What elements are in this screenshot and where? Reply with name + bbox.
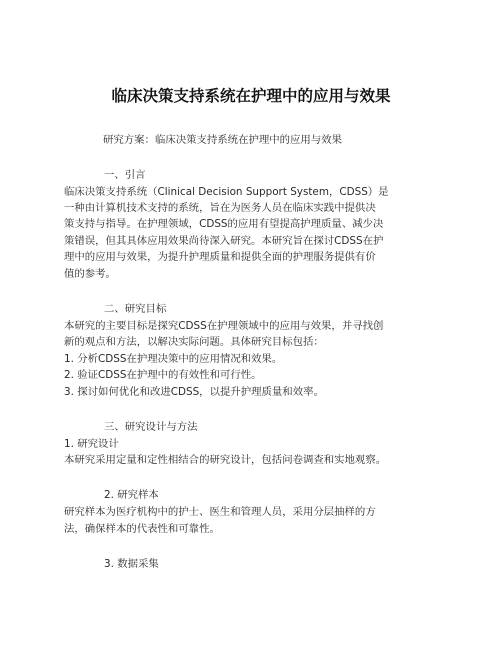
paragraph-line: 法，确保样本的代表性和可靠性。 bbox=[64, 523, 220, 535]
paragraph-line: 一种由计算机技术支持的系统，旨在为医务人员在临床实践中提供决 bbox=[64, 202, 376, 214]
paragraph-line: 临床决策支持系统（Clinical Decision Support System，CDSS）是 bbox=[64, 186, 389, 198]
list-item: 3. 探讨如何优化和改进CDSS，以提升护理质量和效率。 bbox=[64, 386, 324, 398]
section-heading-design: 三、研究设计与方法 bbox=[104, 421, 198, 433]
section-heading-intro: 一、引言 bbox=[104, 169, 146, 181]
document-subtitle: 研究方案：临床决策支持系统在护理中的应用与效果 bbox=[103, 134, 342, 146]
paragraph-line: 本研究采用定量和定性相结合的研究设计，包括问卷调查和实地观察。 bbox=[64, 454, 387, 466]
paragraph-line: 新的观点和方法，以解决实际问题。具体研究目标包括： bbox=[64, 336, 324, 348]
paragraph-line: 研究样本为医疗机构中的护士、医生和管理人员，采用分层抽样的方 bbox=[64, 506, 376, 518]
paragraph-line: 策支持与指导。在护理领域，CDSS的应用有望提高护理质量、减少决 bbox=[64, 218, 384, 230]
subsection-heading: 3. 数据采集 bbox=[104, 558, 159, 570]
subsection-heading: 2. 研究样本 bbox=[104, 489, 159, 501]
list-item: 1. 分析CDSS在护理决策中的应用情况和效果。 bbox=[64, 353, 283, 365]
list-item: 2. 验证CDSS在护理中的有效性和可行性。 bbox=[64, 369, 262, 381]
paragraph-line: 值的参考。 bbox=[64, 268, 116, 280]
document-title: 临床决策支持系统在护理中的应用与效果 bbox=[111, 87, 391, 105]
section-heading-goals: 二、研究目标 bbox=[104, 303, 167, 315]
paragraph-line: 本研究的主要目标是探究CDSS在护理领域中的应用与效果，并寻找创 bbox=[64, 320, 384, 332]
paragraph-line: 策错误，但其具体应用效果尚待深入研究。本研究旨在探讨CDSS在护 bbox=[64, 235, 384, 247]
paragraph-line: 理中的应用与效果，为提升护理质量和提供全面的护理服务提供有价 bbox=[64, 251, 376, 263]
subsection-heading: 1. 研究设计 bbox=[64, 438, 119, 450]
